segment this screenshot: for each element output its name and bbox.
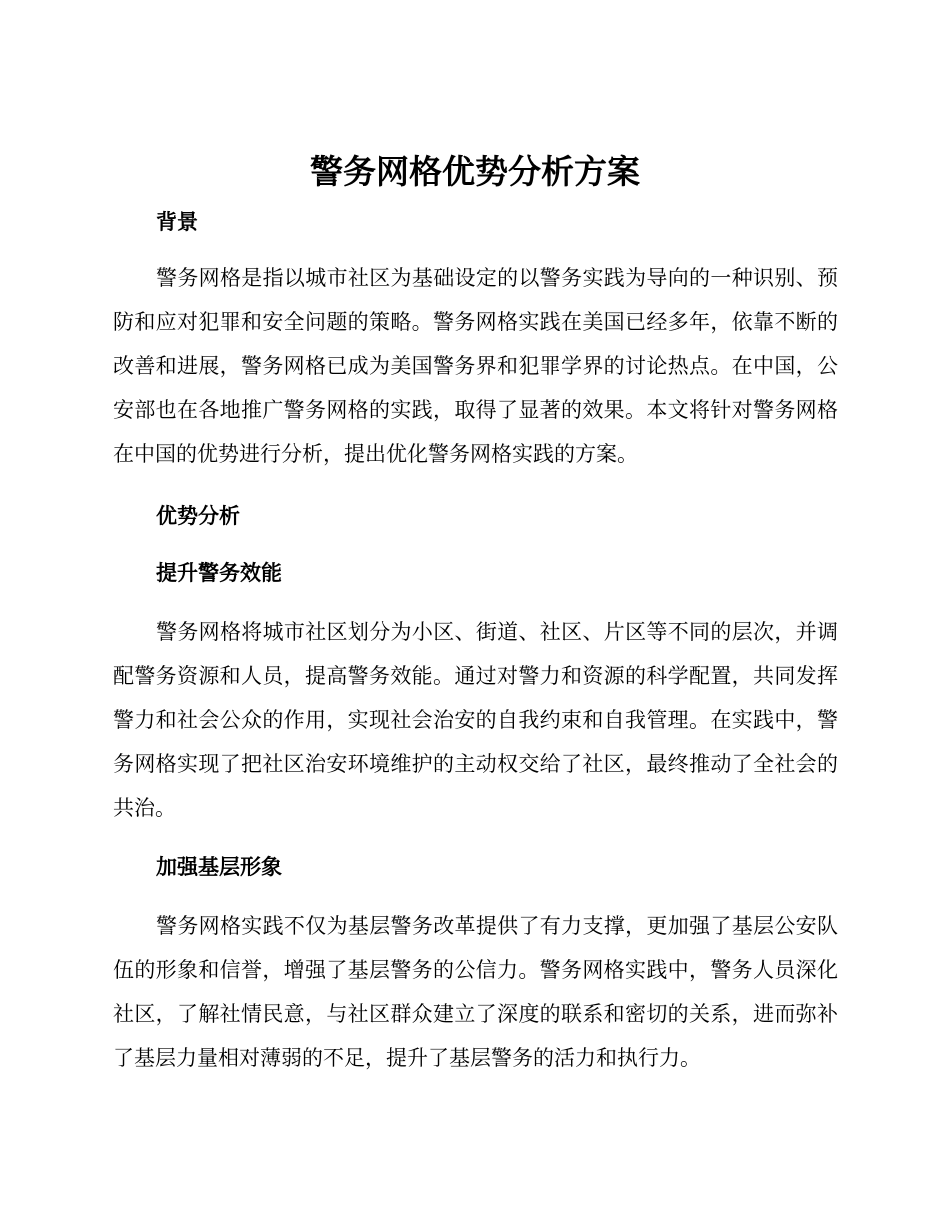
- section-heading-improve-efficiency: 提升警务效能: [156, 561, 282, 585]
- section-paragraph-background: 警务网格是指以城市社区为基础设定的以警务实践为导向的一种识别、预防和应对犯罪和安全问题的策略。警务网格实践在美国已经多年，依靠不断的改善和进展，警务网格已成为美国警务界和犯罪学界的讨论热点。在中国，公安部也在各地推广警务网格的实践，取得了显著的效果。本文将针对警务网格在中国的优势进行分析，提出优化警务网格实践的方案。: [113, 266, 838, 466]
- section-paragraph-improve-efficiency: 警务网格将城市社区划分为小区、街道、社区、片区等不同的层次，并调配警务资源和人员，提高警务效能。通过对警力和资源的科学配置，共同发挥警力和社会公众的作用，实现社会治安的自我约束和自我管理。在实践中，警务网格实现了把社区治安环境维护的主动权交给了社区，最终推动了全社会的共治。: [113, 620, 838, 820]
- section-heading-advantage-analysis: 优势分析: [156, 504, 240, 528]
- section-heading-strengthen-image: 加强基层形象: [156, 855, 282, 879]
- document-title: 警务网格优势分析方案: [310, 152, 640, 191]
- section-paragraph-strengthen-image: 警务网格实践不仅为基层警务改革提供了有力支撑，更加强了基层公安队伍的形象和信誉，增强了基层警务的公信力。警务网格实践中，警务人员深化社区，了解社情民意，与社区群众建立了深度的联系和密切的关系，进而弥补了基层力量相对薄弱的不足，提升了基层警务的活力和执行力。: [113, 914, 838, 1070]
- section-heading-background: 背景: [156, 210, 198, 234]
